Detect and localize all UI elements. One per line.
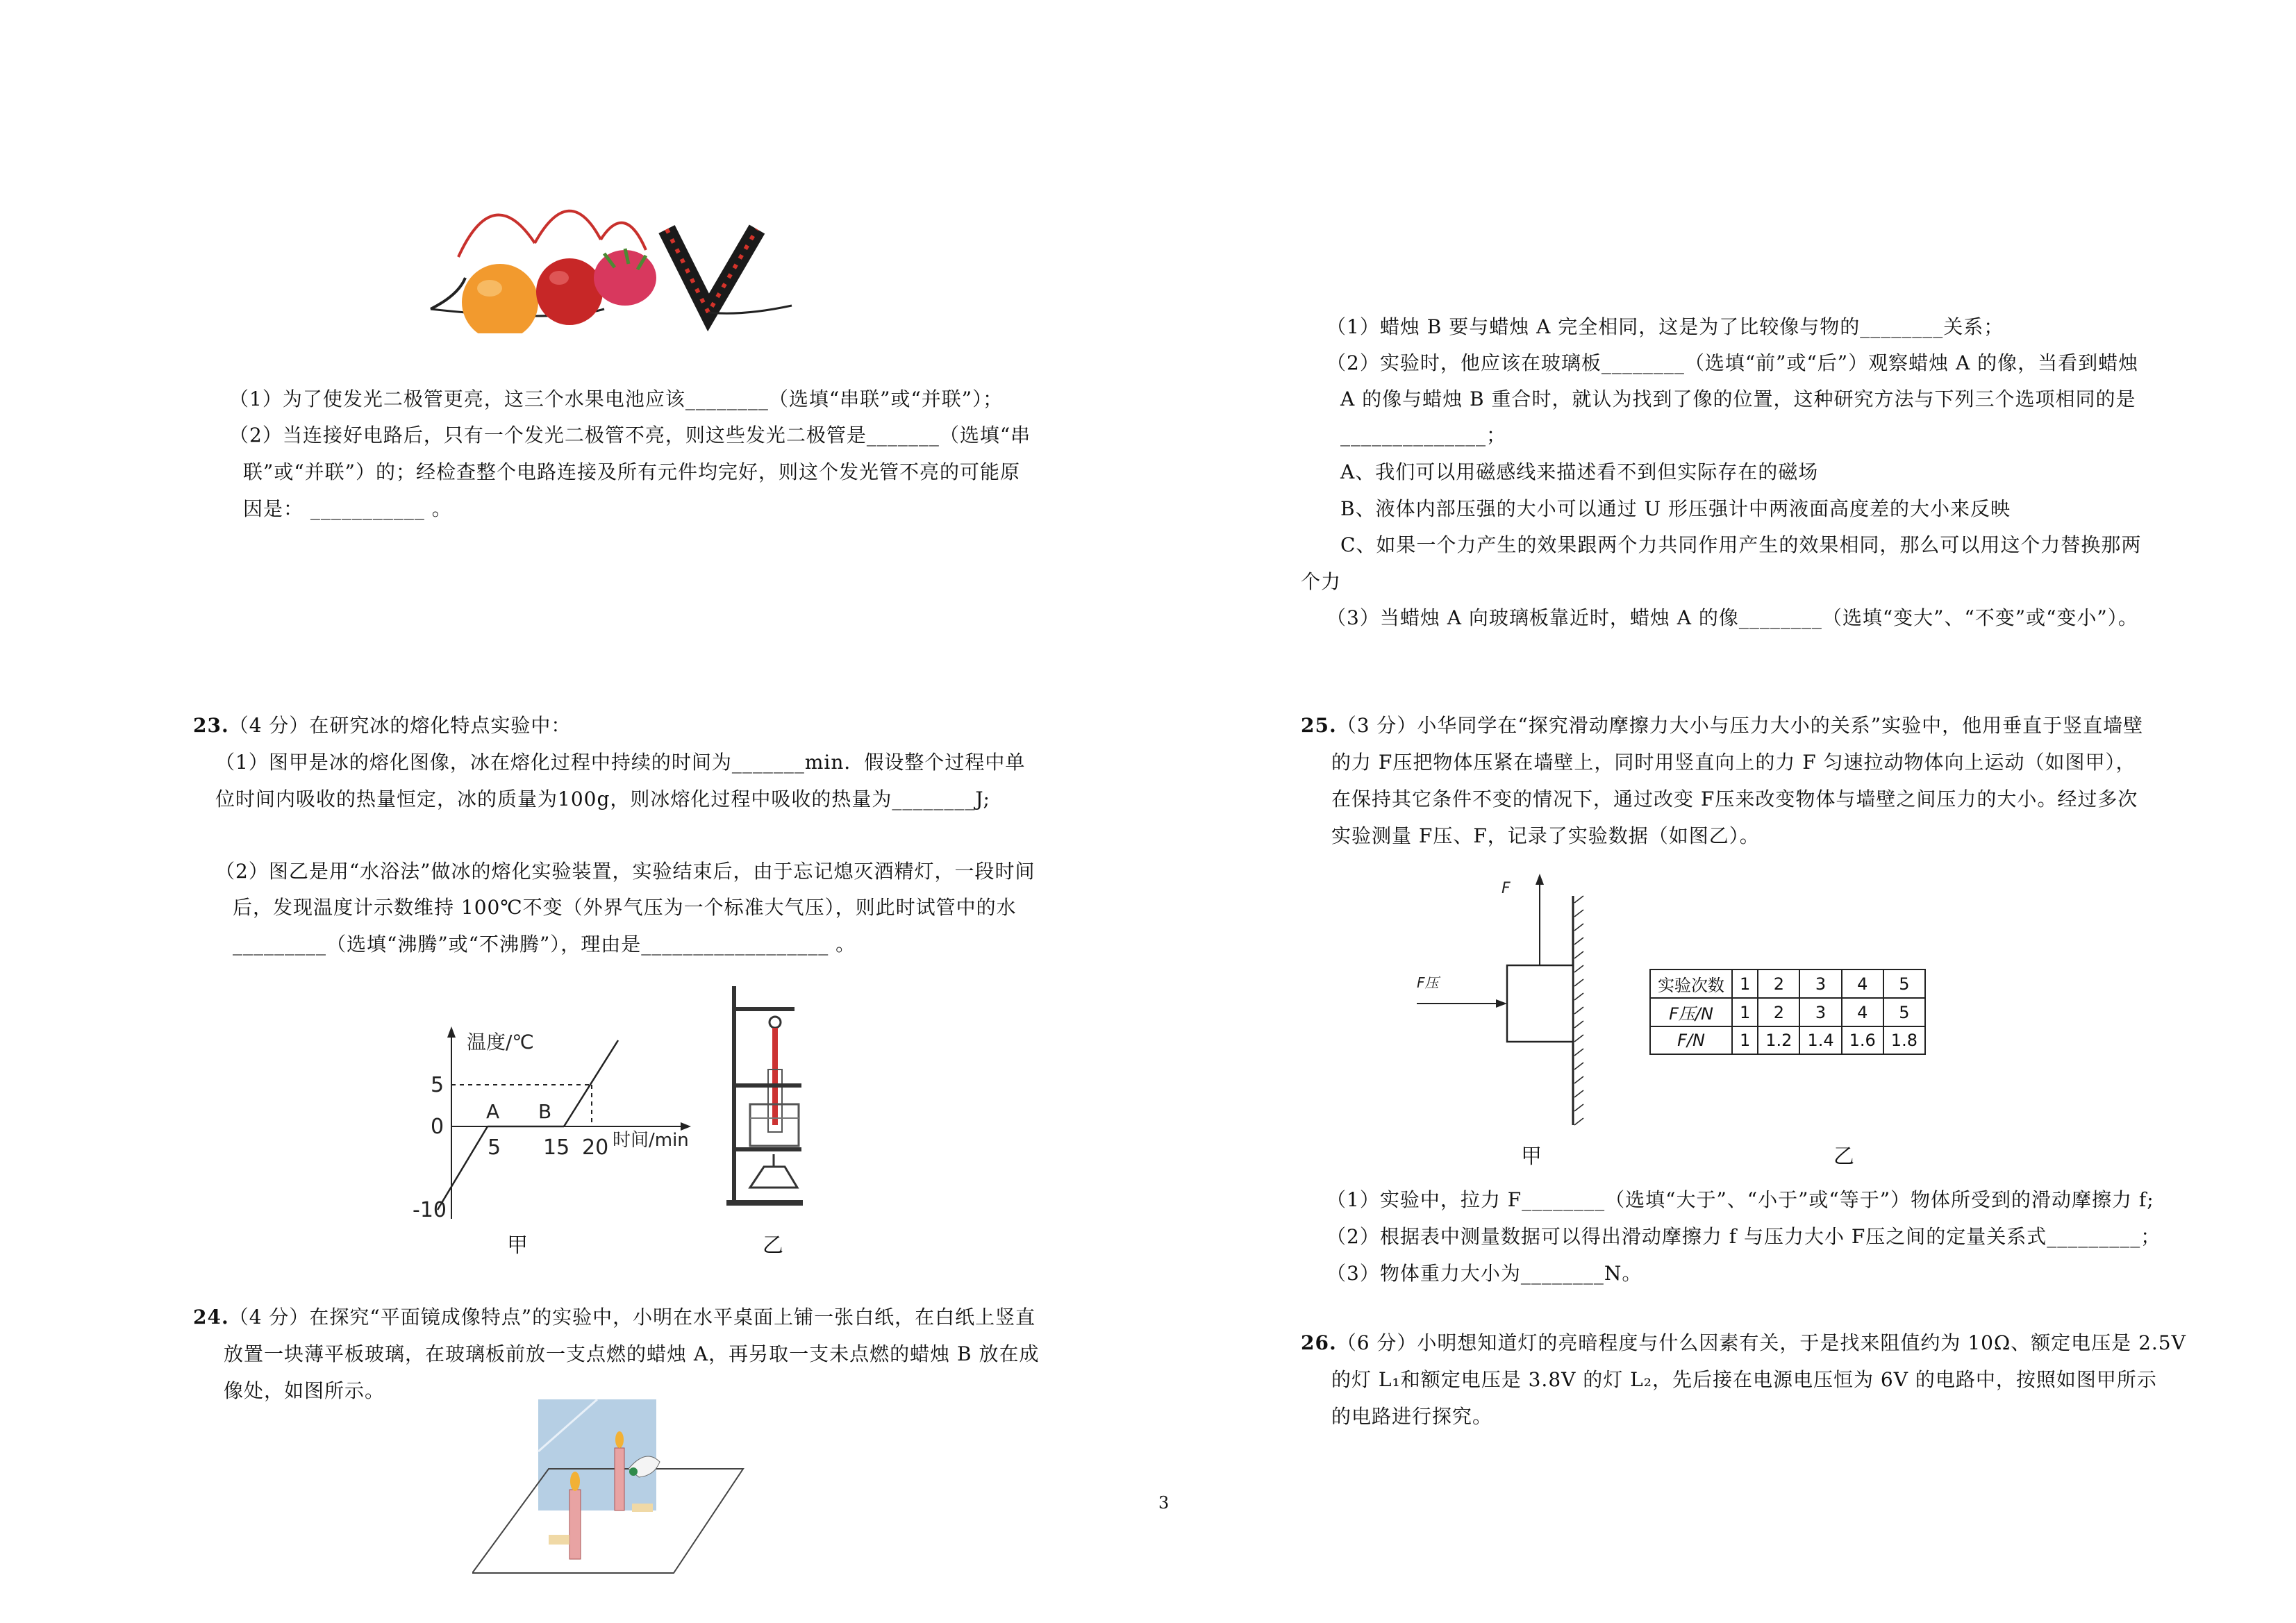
q22-line4: 因是： ___________ 。: [243, 497, 452, 520]
table-cell: 1.4: [1799, 1026, 1841, 1054]
table-cell: 5: [1883, 998, 1925, 1026]
table-row-force: [1650, 1026, 1925, 1054]
q23-line2: 位时间内吸收的热量恒定，冰的质量为100g，则冰熔化过程中吸收的热量为________J;: [215, 788, 990, 810]
graph-xtick-5: 5: [488, 1135, 501, 1160]
table-cell: 1.6: [1842, 1026, 1883, 1054]
graph-point-b: B: [538, 1100, 552, 1123]
table-cell: 1: [1732, 969, 1758, 998]
q24-line2: 放置一块薄平板玻璃，在玻璃板前放一支点燃的蜡烛 A，再另取一支未点燃的蜡烛 B 放在成: [224, 1342, 1040, 1365]
table-row-pressure: [1650, 998, 1925, 1026]
water-bath-apparatus: [722, 979, 813, 1208]
q22-line1: （1）为了使发光二极管更亮，这三个水果电池应该________（选填“串联”或“并联”）；: [229, 388, 1004, 410]
fruit-battery-figure: [417, 174, 813, 333]
q26-line3: 的电路进行探究。: [1331, 1405, 1493, 1428]
q24-right-line3: A 的像与蜡烛 B 重合时，就认为找到了像的位置，这种研究方法与下列三个选项相同的是: [1340, 388, 2136, 410]
force-diagram: [1410, 868, 1590, 1132]
graph-ytick-minus10: -10: [413, 1198, 447, 1222]
experiment-data-table: [1649, 969, 1926, 1055]
table-cell: 1: [1732, 1026, 1758, 1054]
q26-number: 26.: [1301, 1331, 1337, 1354]
q23-line1: （1）图甲是冰的熔化图像，冰在熔化过程中持续的时间为_______min．假设整个过程中单: [215, 751, 1026, 774]
q25-answer3: （3）物体重力大小为________N。: [1326, 1262, 1642, 1285]
force-label-fya: F压: [1417, 974, 1439, 991]
table-cell: F/N: [1650, 1026, 1732, 1054]
q23-caption-jia: 甲: [507, 1233, 528, 1258]
force-label-f: F: [1501, 880, 1511, 897]
q23-line3: （2）图乙是用“水浴法”做冰的熔化实验装置，实验结束后，由于忘记熄灭酒精灯，一段时间: [215, 860, 1035, 883]
q26-line1-text: （6 分）小明想知道灯的亮暗程度与什么因素有关，于是找来阻值约为 10Ω、额定电压是 2.5V: [1336, 1331, 2186, 1354]
q23-line4: 后，发现温度计示数维持 100℃不变（外界气压为一个标准大气压），则此时试管中的水: [233, 896, 1017, 919]
table-cell: 1: [1732, 998, 1758, 1026]
q23-number: 23.: [193, 714, 229, 737]
q24-option-c-line1: C、如果一个力产生的效果跟两个力共同作用产生的效果相同，那么可以用这个力替换那两: [1340, 533, 2142, 556]
q25-number: 25.: [1301, 714, 1337, 737]
q23-header: [193, 712, 571, 740]
q26-line2: 的灯 L₁和额定电压是 3.8V 的灯 L₂，先后接在电源电压恒为 6V 的电路中，按照如图甲所示: [1331, 1368, 2157, 1391]
table-cell: 2: [1758, 998, 1799, 1026]
q25-line1: [1301, 712, 2143, 740]
table-cell: 2: [1758, 969, 1799, 998]
table-cell: 5: [1883, 969, 1925, 998]
table-cell: 3: [1799, 969, 1841, 998]
q24-option-a: A、我们可以用磁感线来描述看不到但实际存在的磁场: [1340, 460, 1819, 483]
table-cell: 1.2: [1758, 1026, 1799, 1054]
q24-number: 24.: [193, 1306, 229, 1329]
graph-ytick-5: 5: [431, 1073, 444, 1097]
table-cell: 4: [1842, 969, 1883, 998]
table-cell: 4: [1842, 998, 1883, 1026]
graph-xtick-20: 20: [582, 1135, 609, 1160]
graph-ytick-0: 0: [431, 1115, 444, 1139]
table-cell: 3: [1799, 998, 1841, 1026]
page-number: 3: [1158, 1493, 1170, 1513]
q22-line3: 联”或“并联”）的；经检查整个电路连接及所有元件均完好，则这个发光管不亮的可能原: [243, 460, 1020, 483]
q24-line1: [193, 1304, 1035, 1331]
q24-right-line5: （3）当蜡烛 A 向玻璃板靠近时，蜡烛 A 的像________（选填“变大”、“不变”或“变小”）。: [1326, 606, 2138, 629]
q25-line1-text: （3 分）小华同学在“探究滑动摩擦力大小与压力大小的关系”实验中，他用垂直于竖直墙壁: [1336, 714, 2144, 737]
table-cell: 1.8: [1883, 1026, 1925, 1054]
q24-option-b: B、液体内部压强的大小可以通过 U 形压强计中两液面高度差的大小来反映: [1340, 497, 2011, 520]
q24-right-line4: ______________；: [1340, 424, 1507, 447]
graph-xlabel: 时间/min: [613, 1130, 689, 1151]
q22-line2: （2）当连接好电路后，只有一个发光二极管不亮，则这些发光二极管是_______（选填“串: [229, 424, 1031, 447]
q25-line2: 的力 F压把物体压紧在墙壁上，同时用竖直向上的力 F 匀速拉动物体向上运动（如图甲），: [1331, 751, 2136, 774]
q25-answer2: （2）根据表中测量数据可以得出滑动摩擦力 f 与压力大小 F压之间的定量关系式_________；: [1326, 1225, 2161, 1248]
mirror-candle-figure: [472, 1399, 750, 1576]
table-cell: F压/N: [1650, 998, 1732, 1026]
q25-line4: 实验测量 F压、F，记录了实验数据（如图乙）。: [1331, 824, 1760, 847]
q24-right-line1: （1）蜡烛 B 要与蜡烛 A 完全相同，这是为了比较像与物的________关系；: [1326, 315, 2004, 338]
q24-line3: 像处，如图所示。: [224, 1379, 385, 1402]
q24-right-line2: （2）实验时，他应该在玻璃板________（选填“前”或“后”）观察蜡烛 A 的像，当看到蜡烛: [1326, 351, 2139, 374]
graph-point-a: A: [486, 1100, 500, 1123]
q24-line1-text: （4 分）在探究“平面镜成像特点”的实验中，小明在水平桌面上铺一张白纸，在白纸上竖直: [228, 1306, 1036, 1329]
q23-line5: _________（选填“沸腾”或“不沸腾”），理由是__________________ 。: [233, 933, 856, 956]
q25-answer1: （1）实验中，拉力 F________（选填“大于”、“小于”或“等于”）物体所受到的滑动摩擦力 f;: [1326, 1188, 2154, 1211]
q23-caption-yi: 乙: [763, 1233, 783, 1258]
q25-caption-jia: 甲: [1521, 1145, 1542, 1169]
table-row-trials: [1650, 969, 1925, 998]
q25-caption-yi: 乙: [1833, 1145, 1854, 1169]
q24-option-c-line2: 个力: [1301, 570, 1342, 593]
q23-title: （4 分）在研究冰的熔化特点实验中：: [228, 714, 572, 737]
q25-line3: 在保持其它条件不变的情况下，通过改变 F压来改变物体与墙壁之间压力的大小。经过多次: [1331, 788, 2138, 810]
melting-graph: [410, 1021, 729, 1229]
graph-xtick-15: 15: [543, 1135, 570, 1160]
table-cell: 实验次数: [1650, 969, 1732, 998]
graph-ylabel: 温度/℃: [467, 1031, 534, 1054]
q26-line1: [1301, 1329, 2186, 1357]
